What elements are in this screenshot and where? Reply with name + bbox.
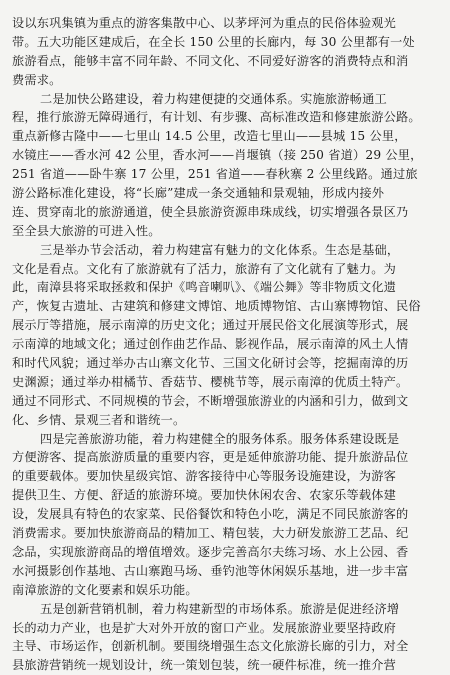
paragraph-start-line: 三是举办节会活动，着力构建富有魅力的文化体系。生态是基础， — [40, 242, 400, 257]
text-line: 重点新修古隆中——七里山 14.5 公里，改造七里山——县城 15 公里， — [12, 129, 407, 144]
text-line: 史渊源；通过举办柑橘节、香菇节、樱桃节等，展示南漳的优质土特产。 — [12, 374, 409, 389]
text-line: 县旅游营销统一规划设计，统一策划包装，统一硬件标准，统一推介营 — [12, 658, 397, 673]
text-line: 南漳旅游的文化要素和娱乐功能。 — [12, 582, 198, 597]
text-line: 展示厅等措施，展示南漳的历史文化；通过开展民俗文化展演等形式，展 — [12, 318, 409, 333]
text-line: 消费需求。要加快旅游商品的精加工、精包装，大力研发旅游工艺品、纪 — [12, 526, 409, 541]
text-line: 示南漳的地域文化；通过创作曲艺作品、影视作品，展示南漳的风土人情 — [12, 337, 409, 352]
text-line: 251 省道——卧牛寨 17 公里，251 省道——春秋寨 2 公里线路。通过旅 — [12, 167, 418, 182]
text-line: 旅游看点，能够丰富不同年龄、不同文化、不同爱好游客的消费特点和消 — [12, 53, 409, 68]
text-line: 主导、市场运作，创新机制。要围绕增强生态文化旅游长廊的引力，对全 — [12, 639, 409, 654]
text-line: 程，推行旅游无障碍通行，有计划、有步骤、高标准改造和修建旅游公路。 — [12, 110, 421, 125]
text-line: 连、贯穿南北的旅游通道，使全县旅游资源串珠成线，切实增强各景区乃 — [12, 204, 409, 219]
text-line: 文化是看点。文化有了旅游就有了活力，旅游有了文化就有了魅力。为 — [12, 261, 397, 276]
text-line: 水河摄影创作基地、古山寨跑马场、垂钓池等休闲娱乐基地，进一步丰富 — [12, 563, 409, 578]
text-line: 游公路标准化建设，将“长廊”建成一条交通轴和景观轴，形成内接外 — [12, 186, 385, 201]
text-line: 提供卫生、方便、舒适的旅游环境。要加快休闲农舍、农家乐等载体建 — [12, 488, 397, 503]
text-line: 至全县大旅游的可进入性。 — [12, 223, 161, 238]
text-line: 水镜庄——香水河 42 公里，香水河——肖堰镇（接 250 省道）29 公里， — [12, 148, 423, 163]
paragraph-start-line: 四是完善旅游功能，着力构建健全的服务体系。服务体系建设既是 — [40, 431, 400, 446]
text-line: 通过不同形式、不同规模的节会，不断增强旅游业的内涵和引力，做到文 — [12, 393, 409, 408]
text-line: 方便游客、提高旅游质量的重要内容，更是延伸旅游功能、提升旅游品位 — [12, 450, 409, 465]
paragraph-start-line: 五是创新营销机制，着力构建新型的市场体系。旅游是促进经济增 — [40, 601, 400, 616]
text-line: 的重要载体。要加快星级宾馆、游客接待中心等服务设施建设，为游客 — [12, 469, 397, 484]
text-line: 和时代风貌；通过举办古山寨文化节、三国文化研讨会等，挖掘南漳的历 — [12, 356, 409, 371]
paragraph-start-line: 二是加快公路建设，着力构建便捷的交通体系。实施旅游畅通工 — [40, 91, 387, 106]
text-line: 带。五大功能区建成后，在全长 150 公里的长廊内，每 30 公里都有一处 — [12, 34, 415, 49]
text-line: 此，南漳县将采取拯救和保护《鸣音喇叭》、《端公舞》等非物质文化遗 — [12, 280, 397, 295]
text-line: 产，恢复古遗址、古建筑和修建文博馆、地质博物馆、古山寨博物馆、民俗 — [12, 299, 421, 314]
text-line: 念品，实现旅游商品的增值增效。逐步完善高尔夫练习场、水上公园、香 — [12, 544, 409, 559]
text-line: 设，发展具有特色的农家菜、民俗餐饮和特色小吃，满足不同民旅游客的 — [12, 507, 409, 522]
text-line: 费需求。 — [12, 72, 62, 87]
text-line: 化、乡情、景观三者和谐统一。 — [12, 412, 186, 427]
text-line: 设以东巩集镇为重点的游客集散中心、以茅坪河为重点的民俗体验观光 — [12, 16, 397, 30]
text-line: 长的动力产业，也是扩大对外开放的窗口产业。发展旅游业要坚持政府 — [12, 620, 397, 635]
